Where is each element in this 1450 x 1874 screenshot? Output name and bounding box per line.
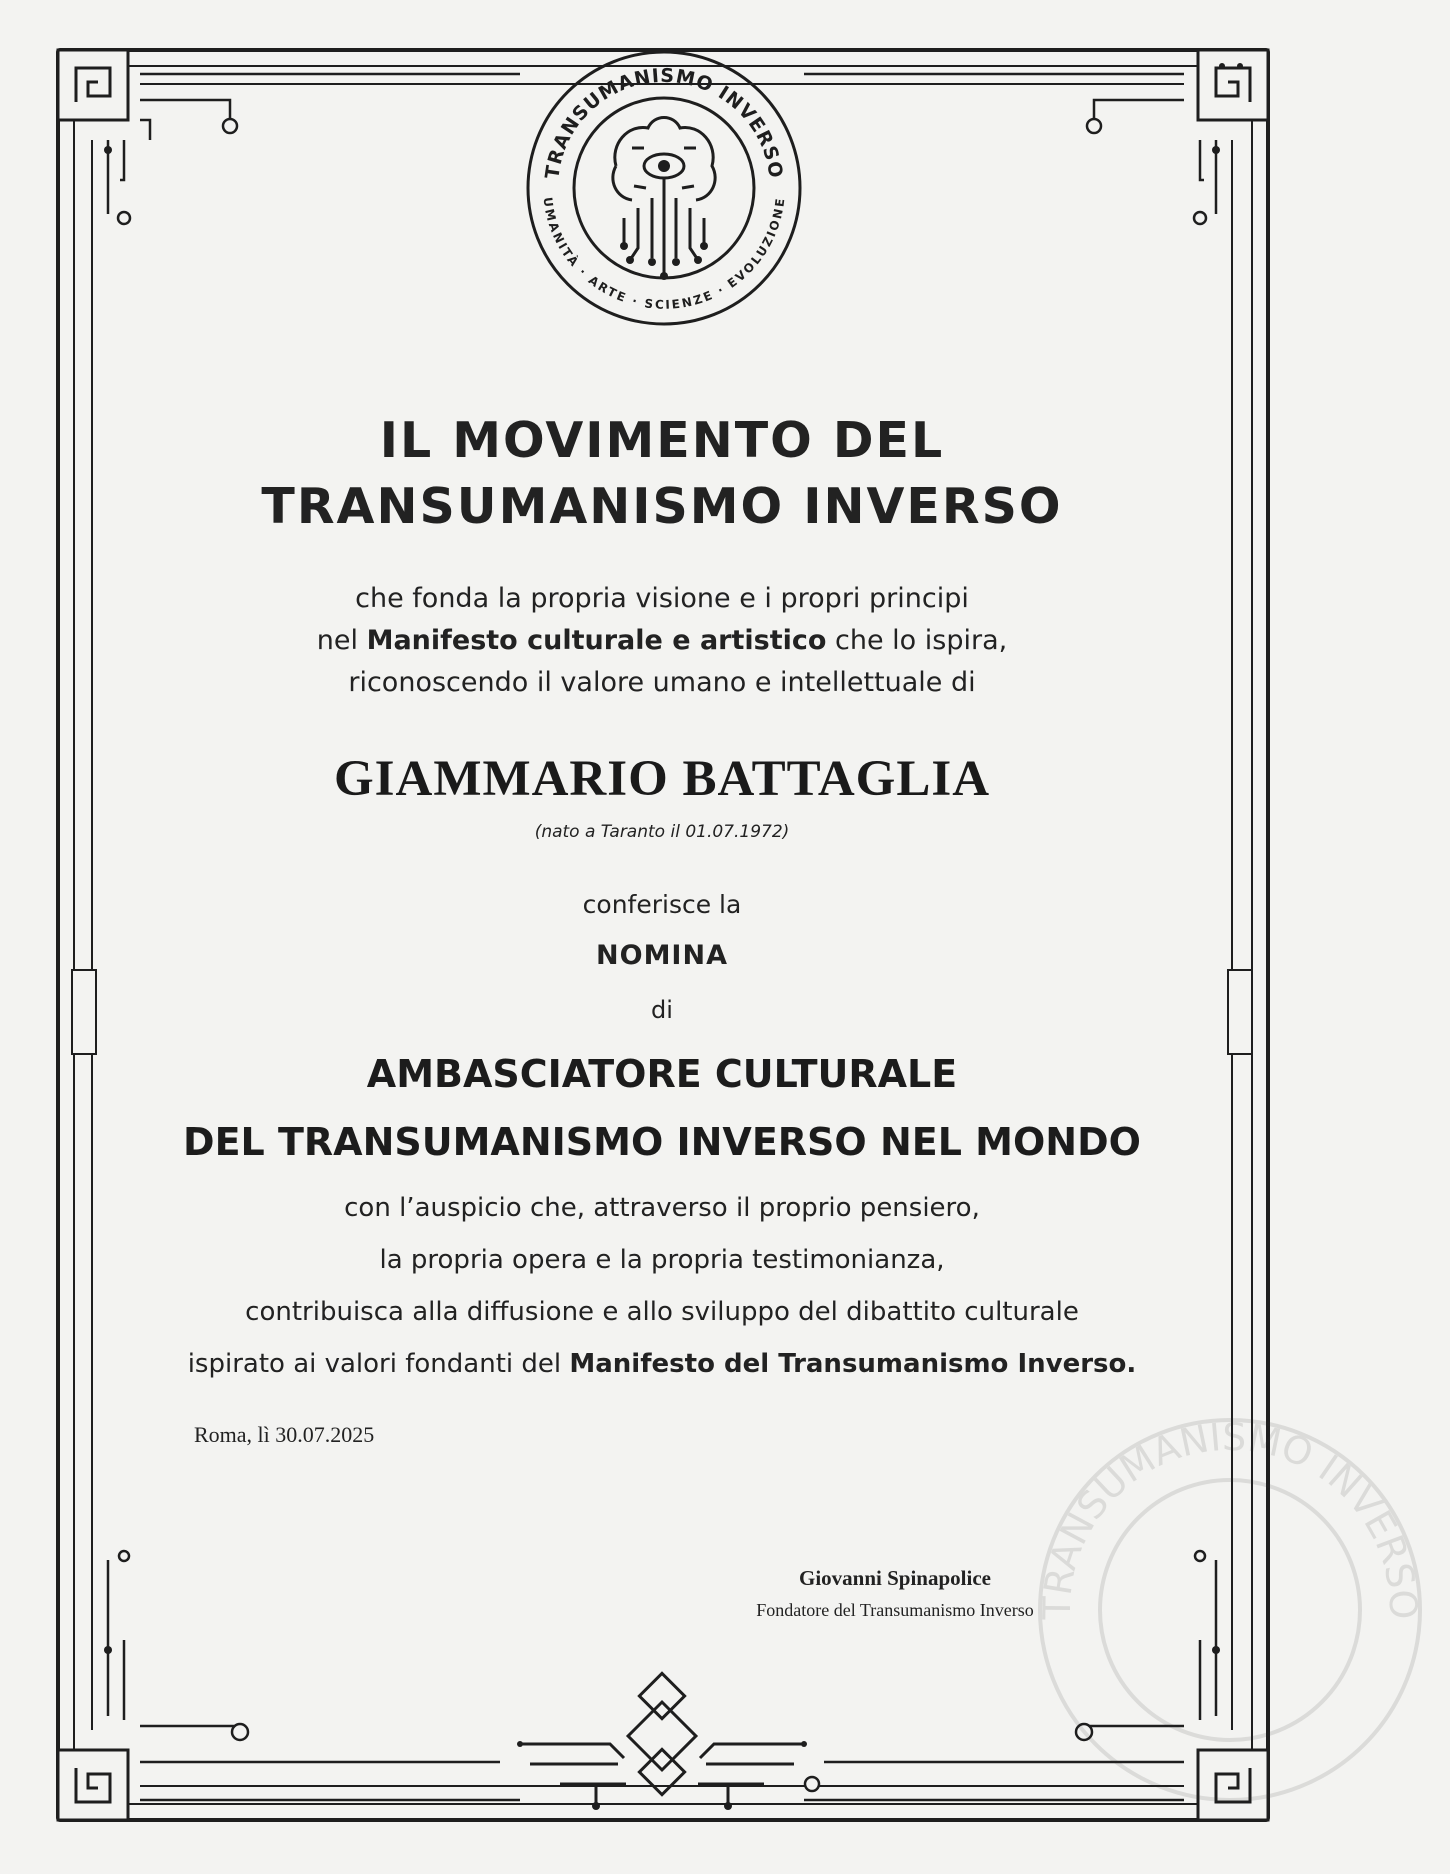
emblem-ring-bottom-text: UMANITÀ · ARTE · SCIENZE · EVOLUZIONE	[540, 196, 788, 312]
seal-ring-text: TRANSUMANISMO INVERSO	[1034, 1414, 1426, 1621]
signatory-name: Giovanni Spinapolice	[799, 1566, 991, 1590]
intro-line-2-after: che lo ispira,	[826, 625, 1008, 656]
title-line-1: IL MOVIMENTO DEL	[379, 412, 945, 469]
di-text: di	[651, 996, 673, 1024]
appointment-title	[0, 1040, 1324, 1176]
certificate-title	[0, 408, 1324, 540]
closing-line-3: contribuisca alla diffusione e allo sviluppo del dibattito culturale	[245, 1297, 1079, 1327]
intro-line-2	[0, 620, 1324, 662]
confers-text: conferisce la	[582, 890, 742, 919]
recipient-name: GIAMMARIO BATTAGLIA	[333, 751, 991, 807]
emblem-logo	[524, 48, 804, 328]
closing-line-4	[0, 1338, 1324, 1390]
appointment-line-1: AMBASCIATORE CULTURALE	[366, 1052, 958, 1096]
closing-line-1: con l’auspicio che, attraverso il proprio pensiero,	[344, 1193, 980, 1223]
title-line-2: TRANSUMANISMO INVERSO	[261, 478, 1063, 535]
brain-circuit-icon	[613, 118, 715, 275]
bottom-diamond-ornament	[500, 1672, 824, 1822]
emblem-ring-top-text: TRANSUMANISMO INVERSO	[541, 64, 787, 181]
recipient-birth-info: (nato a Taranto il 01.07.1972)	[534, 822, 790, 842]
closing-paragraph	[0, 1182, 1324, 1390]
closing-line-2: la propria opera e la propria testimonianza,	[379, 1245, 945, 1275]
closing-line-4-before: ispirato ai valori fondanti del	[187, 1349, 570, 1379]
intro-manifesto-bold: Manifesto culturale e artistico	[366, 625, 827, 656]
intro-line-1: che fonda la propria visione e i propri principi	[355, 583, 969, 614]
nomina-heading: NOMINA	[596, 940, 728, 971]
intro-line-2-before: nel	[316, 625, 367, 656]
intro-paragraph	[0, 578, 1324, 704]
appointment-line-2: DEL TRANSUMANISMO INVERSO NEL MONDO	[183, 1120, 1141, 1164]
closing-manifesto-bold: Manifesto del Transumanismo Inverso.	[569, 1349, 1137, 1379]
place-and-date: Roma, lì 30.07.2025	[194, 1422, 375, 1447]
signatory-role: Fondatore del Transumanismo Inverso	[756, 1600, 1034, 1620]
intro-line-3: riconoscendo il valore umano e intellettuale di	[348, 667, 976, 698]
